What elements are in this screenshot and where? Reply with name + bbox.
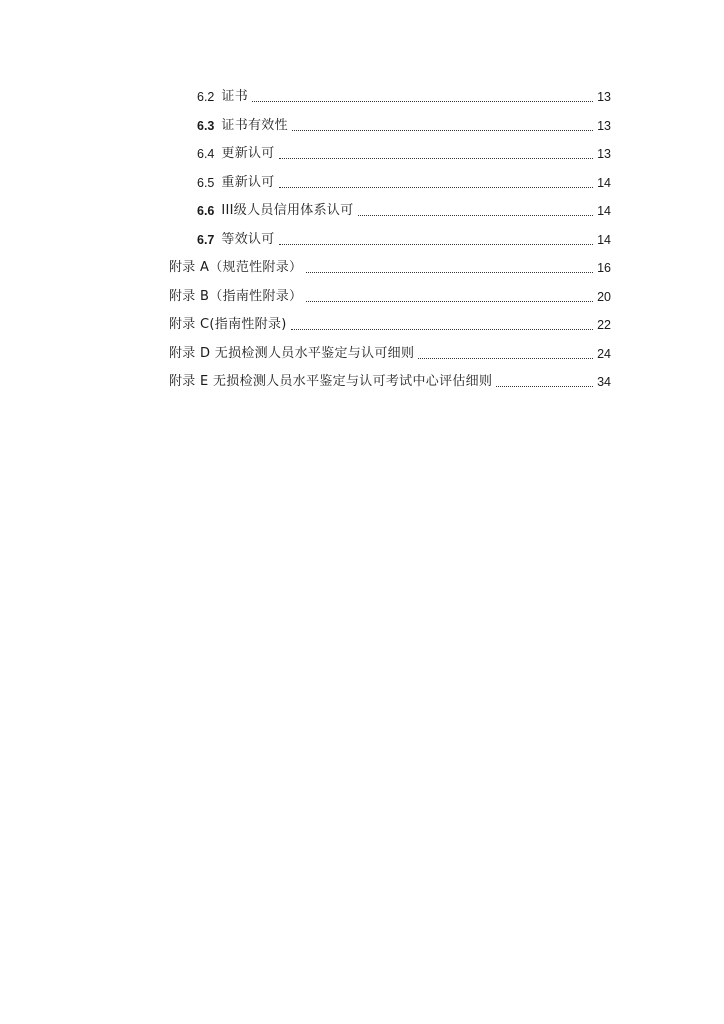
dot-leader bbox=[292, 130, 593, 131]
toc-entry-title: 附录 A（规范性附录） bbox=[169, 260, 303, 275]
toc-entry-6-3[interactable] bbox=[197, 116, 611, 136]
toc-entry-6-5[interactable] bbox=[197, 173, 611, 193]
toc-entry-page: 13 bbox=[597, 147, 611, 161]
toc-entry-page: 14 bbox=[597, 204, 611, 218]
toc-entry-page: 20 bbox=[597, 290, 611, 304]
toc-entry-page: 13 bbox=[597, 90, 611, 104]
toc-entry-number: 6.3 bbox=[197, 119, 215, 133]
toc-entry-appendix-a[interactable] bbox=[169, 258, 611, 278]
toc-entry-title: 证书有效性 bbox=[221, 118, 288, 133]
dot-leader bbox=[252, 101, 593, 102]
toc-entry-number: 6.7 bbox=[197, 233, 215, 247]
dot-leader bbox=[496, 386, 593, 387]
dot-leader bbox=[306, 272, 593, 273]
toc-entry-page: 14 bbox=[597, 233, 611, 247]
toc-entry-title: 更新认可 bbox=[221, 146, 275, 161]
toc-entry-page: 16 bbox=[597, 261, 611, 275]
toc-entry-6-2[interactable] bbox=[197, 87, 611, 107]
toc-entry-6-4[interactable] bbox=[197, 144, 611, 164]
toc-entry-number: 6.6 bbox=[197, 204, 215, 218]
toc-entry-page: 14 bbox=[597, 176, 611, 190]
toc-entry-appendix-b[interactable] bbox=[169, 287, 611, 307]
toc-entry-appendix-e[interactable] bbox=[169, 372, 611, 392]
dot-leader bbox=[279, 187, 593, 188]
toc-entry-page: 24 bbox=[597, 347, 611, 361]
toc-entry-title: 等效认可 bbox=[221, 232, 275, 247]
toc-entry-title: 重新认可 bbox=[221, 175, 275, 190]
toc-entry-appendix-c[interactable] bbox=[169, 315, 611, 335]
toc-entry-page: 13 bbox=[597, 119, 611, 133]
toc-entry-title: 附录 B（指南性附录） bbox=[169, 289, 303, 304]
toc-entry-page: 34 bbox=[597, 375, 611, 389]
dot-leader bbox=[291, 329, 593, 330]
dot-leader bbox=[279, 158, 593, 159]
toc-entry-title: III级人员信用体系认可 bbox=[221, 203, 354, 218]
toc-entry-title: 附录 C(指南性附录) bbox=[169, 317, 287, 332]
toc-entry-number: 6.2 bbox=[197, 90, 215, 104]
dot-leader bbox=[358, 215, 594, 216]
toc-entry-6-7[interactable] bbox=[197, 230, 611, 250]
dot-leader bbox=[306, 301, 593, 302]
toc-entry-6-6[interactable] bbox=[197, 201, 611, 221]
toc-entry-title: 证书 bbox=[221, 89, 248, 104]
dot-leader bbox=[418, 358, 593, 359]
toc-entry-number: 6.4 bbox=[197, 147, 215, 161]
dot-leader bbox=[279, 244, 593, 245]
toc-entry-appendix-d[interactable] bbox=[169, 344, 611, 364]
toc-entry-title: 附录 D 无损检测人员水平鉴定与认可细则 bbox=[169, 346, 415, 361]
toc-entry-title: 附录 E 无损检测人员水平鉴定与认可考试中心评估细则 bbox=[169, 374, 493, 389]
toc-entry-page: 22 bbox=[597, 318, 611, 332]
toc-entry-number: 6.5 bbox=[197, 176, 215, 190]
